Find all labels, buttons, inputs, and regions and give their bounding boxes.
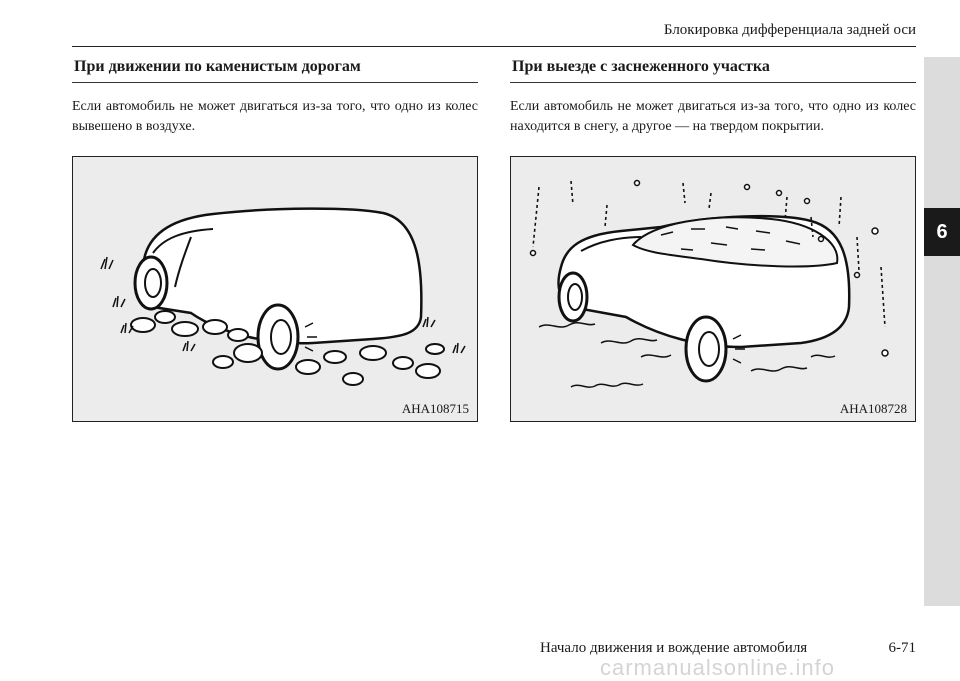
section-heading: При выезде с заснеженного участка bbox=[510, 56, 916, 83]
figure-rocky-road bbox=[72, 156, 478, 422]
page-number: 6-71 bbox=[888, 640, 916, 656]
figure-code: AHA108728 bbox=[839, 401, 907, 416]
chapter-side-strip bbox=[924, 57, 960, 606]
section-heading: При движении по каменистым дорогам bbox=[72, 56, 478, 83]
section-body-text: Если автомобиль не может двигаться из-за того, что одно из колес вывешено в воздухе. bbox=[72, 99, 478, 134]
watermark: carmanualsonline.info bbox=[600, 655, 836, 680]
figure-snowy-area bbox=[510, 156, 916, 422]
snowy-car-illustration bbox=[511, 157, 915, 421]
rocky-road-car-illustration bbox=[73, 157, 477, 421]
chapter-tab[interactable]: 6 bbox=[924, 208, 960, 256]
section-snowy-area bbox=[510, 56, 916, 416]
section-body-text: Если автомобиль не может двигаться из-за того, что одно из колес находится в снегу, а другое — на твердом покрытии. bbox=[510, 99, 916, 134]
figure-code: AHA108715 bbox=[401, 401, 469, 416]
footer-chapter-title: Начало движения и вождение автомобиля bbox=[540, 640, 808, 656]
page-header bbox=[72, 18, 916, 47]
running-title: Блокировка дифференциала задней оси bbox=[663, 22, 916, 38]
section-rocky-roads bbox=[72, 56, 478, 416]
